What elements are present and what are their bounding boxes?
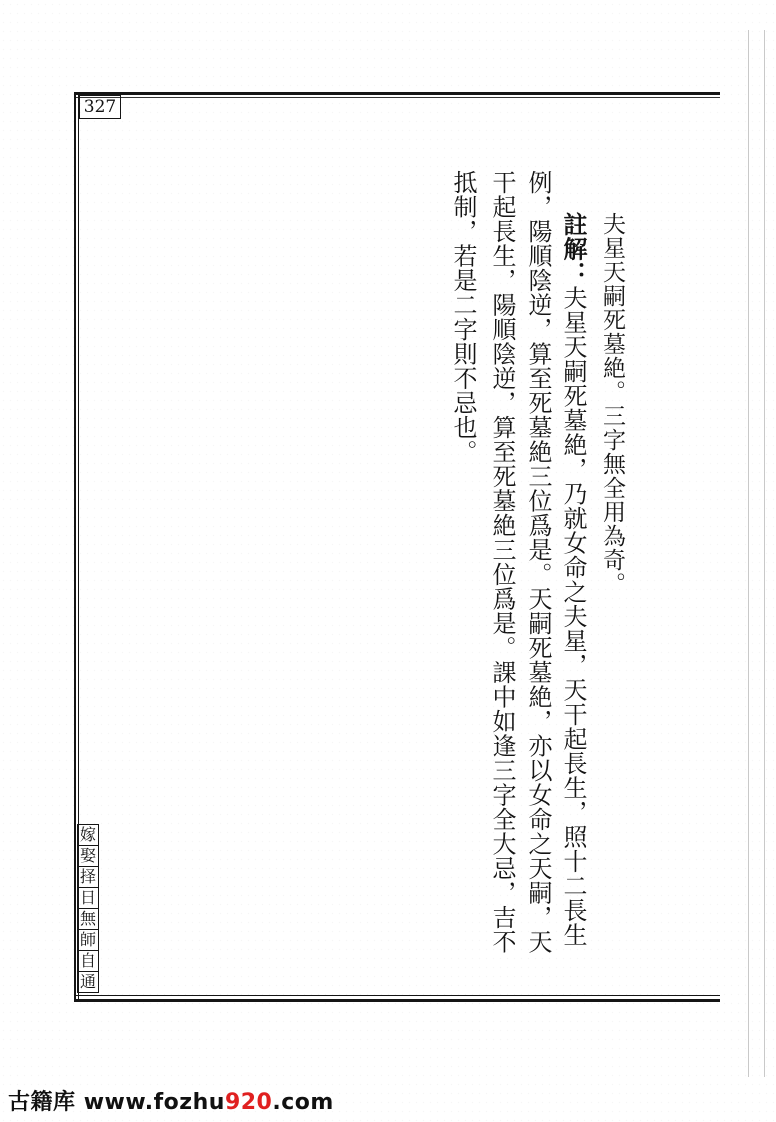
book-title-char: 自 [79,951,96,970]
book-title-char: 通 [79,972,96,991]
annotation-text: 夫星天嗣死墓絶，乃就女命之夫星，天干起長生，照十二長生 [559,285,587,947]
book-title-char: 嫁 [79,825,96,844]
annotation-line-3: 干起長生，陽順陰逆，算至死墓絶三位爲是。課中如逢三字全大忌，吉不 [488,170,516,954]
site-name: 古籍库 [8,1090,76,1115]
top-border-rule [74,92,720,95]
book-title-char: 無 [79,909,96,928]
book-title-char: 择 [79,867,96,886]
annotation-line-4: 抵制，若是二字則不忌也。 [449,170,477,464]
annotation-line-1 [556,212,590,947]
page-edge-line [748,30,749,1077]
book-title-char: 娶 [79,846,96,865]
top-border-inner-rule [74,97,720,98]
watermark-footer [8,1085,334,1116]
site-url: www.fozhu920.com [83,1090,334,1115]
annotation-line-2: 例，陽順陰逆，算至死墓絶三位爲是。天嗣死墓絶，亦以女命之天嗣，天 [524,170,552,954]
annotation-label: 註解： [559,212,587,286]
bottom-border-inner-rule [74,995,720,996]
book-title-vertical [77,824,99,993]
verse-line: 夫星天嗣死墓絶。三字無全用為奇。 [599,212,625,596]
book-title-char: 師 [79,930,96,949]
bottom-border-rule [74,999,720,1002]
page-number: 327 [79,95,121,119]
book-title-char: 日 [79,888,96,907]
left-border-rule [74,92,76,1000]
page-edge-line [764,30,765,1077]
